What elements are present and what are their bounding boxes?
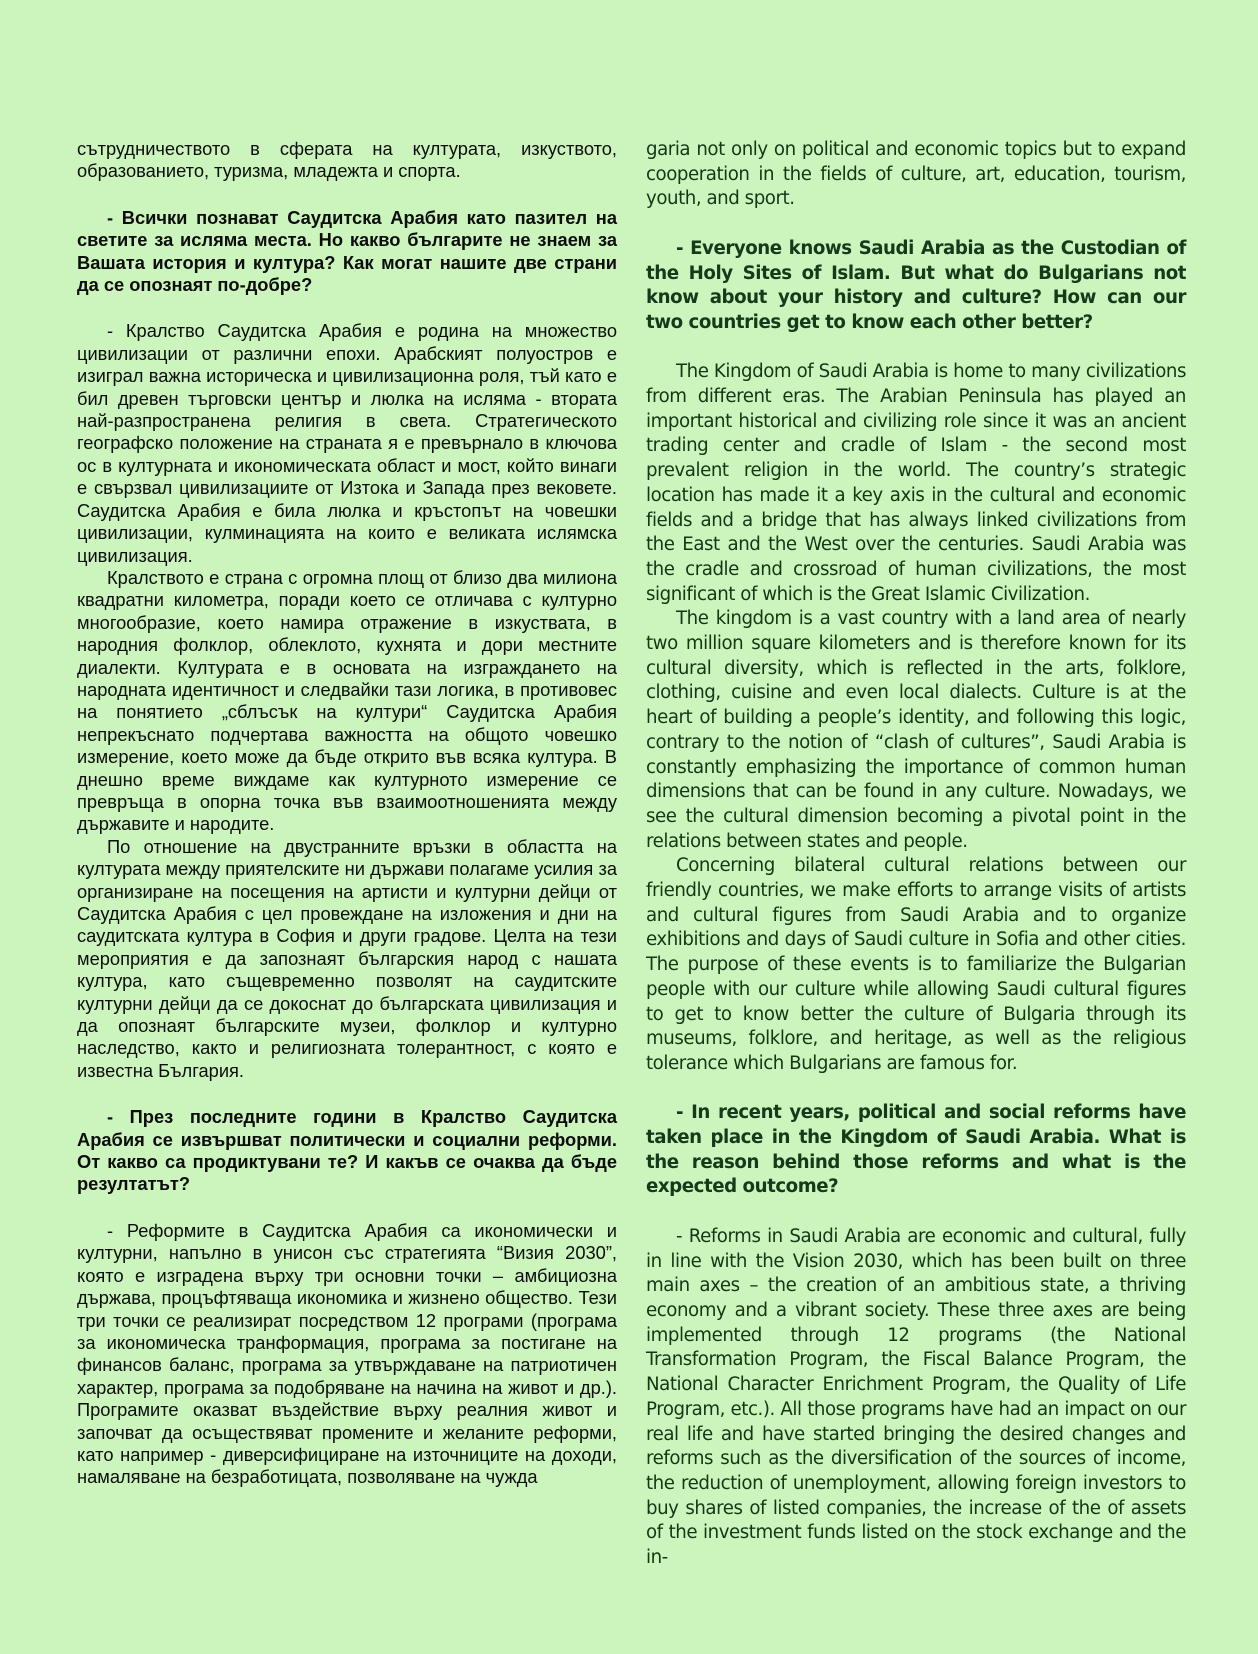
interview-question: - През последните години в Кралство Саудитска Арабия се извършват политически и социални реформи. От какво са продиктувани те? И какъв се очаква да бъде резултатът? [77,1106,617,1195]
paragraph: - Reforms in Saudi Arabia are economic and cultural, fully in line with the Vision 2030, which has been built on three main axes – the creation of an ambitious state, a thriving economy and a vibrant society. These three axes are being implemented through 12 programs (the National Transformation Program, the Fiscal Balance Program, the National Character Enrichment Program, the Quality of Life Program, etc.). All those programs have had an impact on our real life and have started bringing the desired changes and reforms such as the diversification of the sources of income, the reduction of unemployment, allowing foreign investors to buy shares of listed companies, the increase of the of assets of the investment funds listed on the stock exchange and the in- [646,1225,1186,1569]
paragraph: - Реформите в Саудитска Арабия са икономически и културни, напълно в унисон със стратегията “Визия 2030”, която е изградена върху три основни точки – амбициозна държава, процъфтяваща икономика и жизнено общество. Тези три точки се реализират посредством 12 програми (програма за икономическа транформация, програма за постигане на финансов баланс, програма за утвърждаване на патриотичен характер, програма за подобряване на начина на живот и др.). Програмите оказват въздействие върху реалния живот и започват да осъществяват промените и желаните реформи, като например - диверсифициране на източниците на доходи, намаляване на безработицата, позволяване на чужда [77,1219,617,1488]
paragraph: сътрудничеството в сферата на културата, изкуството, образованието, туризма, младежта и спорта. [77,138,617,182]
bulgarian-column [77,138,617,1489]
paragraph: По отношение на двустранните връзки в областта на културата между приятелските ни държави полагаме усилия за организиране на посещения на артисти и културни дейци от Саудитска Арабия с цел провеждане на изложения и дни на саудитската култура в София и други градове. Целта на тези мероприятия е да запознаят българския народ с нашата култура, като същевременно позволят на саудитските културни дейци да се докоснат до българската цивилизация и да опознаят българските музеи, фолклор и културно наследство, както и религиозната толерантност, с която е известна България. [77,835,617,1081]
interview-question: - Всички познават Саудитска Арабия като пазител на светите за исляма места. Но какво българите не знаем за Вашата история и култура? Как могат нашите две страни да се опознаят по-добре? [77,206,617,296]
paragraph: The Kingdom of Saudi Arabia is home to many civilizations from different eras. The Arabian Peninsula has played an important historical and civilizing role since it was an ancient trading center and cradle of Islam - the second most prevalent religion in the world. The country’s strategic location has made it a key axis in the cultural and economic fields and a bridge that has always linked civilizations from the East and the West over the centuries. Saudi Arabia was the cradle and crossroad of human civilizations, the most significant of which is the Great Islamic Civilization. [646,361,1186,605]
paragraph: Кралството е страна с огромна площ от близо два милиона квадратни километра, поради което се отличава с културно многообразие, което намира отражение в изкуствата, в народния фолклор, облеклото, кухнята и дори местните диалекти. Културата е в основата на изграждането на народната идентичност и следвайки тази логика, в противовес на понятието „сблъсък на култури“ Саудитска Арабия непрекъснато подчертава важността на общото човешко измерение, което може да бъде открито във всяка култура. В днешно време виждаме как културното измерение се превръща в опорна точка във взаимоотношенията между държавите и народите. [77,566,617,835]
english-column [646,138,1186,1571]
paragraph: - Кралство Саудитска Арабия е родина на множество цивилизации от различни епохи. Арабският полуостров е изиграл важна историческа и цивилизационна роля, тъй като е бил древен търговски център и люлка на исляма - втората най-разпространена религия в света. Стратегическото географско положение на страната я е превърнало в ключова ос в културната и икономическата област и мост, който винаги е свързвал цивилизациите от Изтока и Запада през вековете. Саудитска Арабия е била люлка и кръстопът на човешки цивилизации, кулминацията на които е великата ислямска цивилизация. [77,320,617,566]
interview-question: - Everyone knows Saudi Arabia as the Custodian of the Holy Sites of Islam. But what do Bulgarians not know about your history and culture? How can our two countries get to know each other better? [646,237,1186,333]
paragraph: garia not only on political and economic topics but to expand cooperation in the fields of culture, art, education, tourism, youth, and sport. [646,139,1186,210]
paragraph: Concerning bilateral cultural relations between our friendly countries, we make efforts to arrange visits of artists and cultural figures from Saudi Arabia and to organize exhibitions and days of Saudi culture in Sofia and other cities. The purpose of these events is to familiarize the Bulgarian people with our culture while allowing Saudi cultural figures to get to know better the culture of Bulgaria through its museums, folklore, and heritage, as well as the religious tolerance which Bulgarians are famous for. [646,855,1186,1074]
paragraph: The kingdom is a vast country with a land area of nearly two million square kilometers and is therefore known for its cultural diversity, which is reflected in the arts, folklore, clothing, cuisine and even local dialects. Culture is at the heart of building a people’s identity, and following this logic, contrary to the notion of “clash of cultures”, Saudi Arabia is constantly emphasizing the importance of common human dimensions that can be found in any culture. Nowadays, we see the cultural dimension becoming a pivotal point in the relations between states and people. [646,608,1186,852]
interview-question: - In recent years, political and social reforms have taken place in the Kingdom of Saudi Arabia. What is the reason behind those reforms and what is the expected outcome? [646,1102,1186,1198]
